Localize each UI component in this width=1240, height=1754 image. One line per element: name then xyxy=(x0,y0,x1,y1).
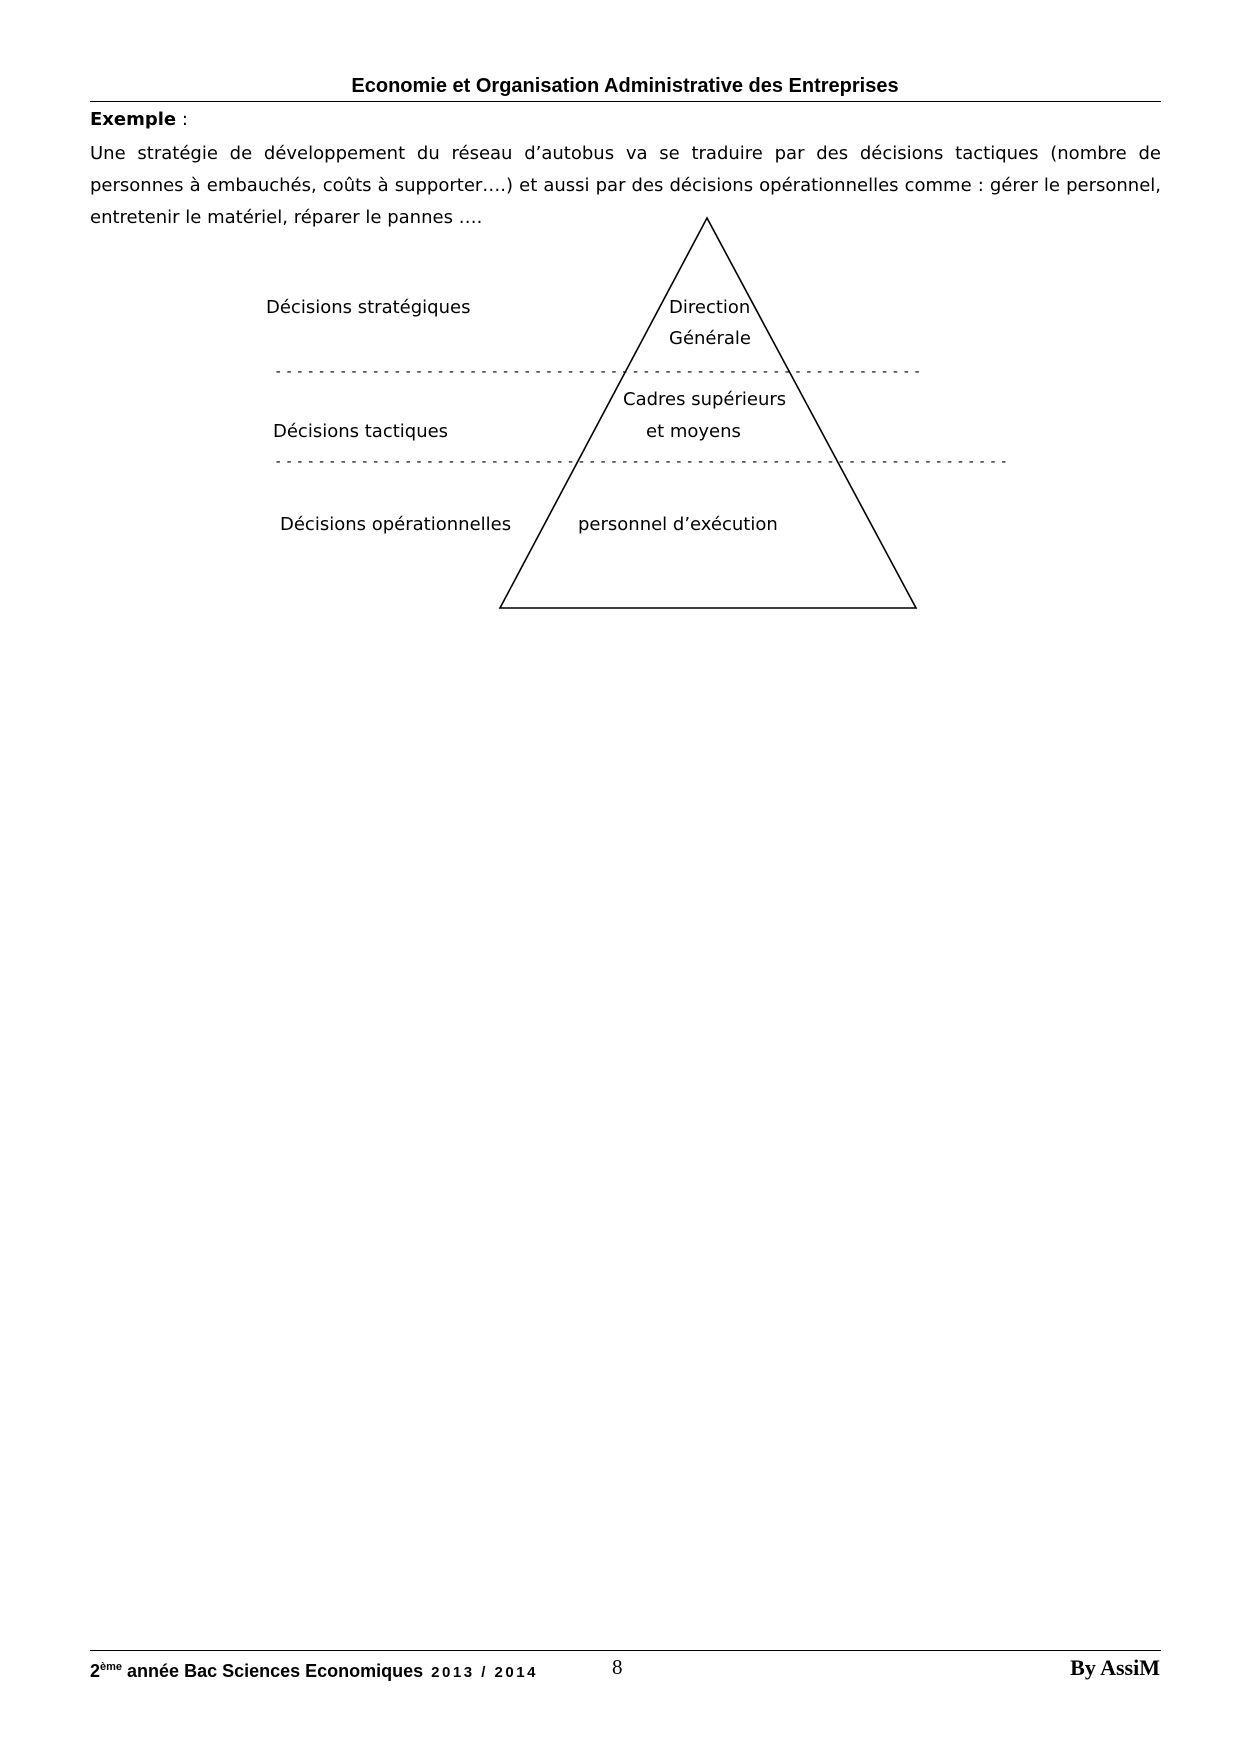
example-colon: : xyxy=(176,109,188,130)
footer-level-number: 2 xyxy=(90,1661,101,1681)
actor-label-bottom: personnel d’exécution xyxy=(578,514,778,535)
actor-label-middle-2: et moyens xyxy=(646,421,741,442)
footer-author: By AssiM xyxy=(1070,1655,1160,1680)
decision-label-strategic: Décisions stratégiques xyxy=(266,297,471,318)
decision-label-tactical: Décisions tactiques xyxy=(273,421,449,442)
example-label: Exemple xyxy=(90,109,177,130)
actor-label-top-1: Direction xyxy=(669,297,751,318)
decision-label-operational: Décisions opérationnelles xyxy=(280,514,512,535)
footer-course-level xyxy=(90,1655,538,1685)
divider-dashed-bottom: -------------------------------------------------------------------- xyxy=(274,454,1011,470)
footer-school-year: 2013 / 2014 xyxy=(431,1664,538,1681)
actor-label-top-2: Générale xyxy=(669,328,752,349)
footer-page-number: 8 xyxy=(612,1655,623,1679)
footer-level-sup: ème xyxy=(100,1661,123,1673)
pyramid-triangle xyxy=(500,218,916,608)
footer-level-text: année Bac Sciences Economiques xyxy=(122,1661,424,1681)
divider-dashed-top: ------------------------------------------------------------ xyxy=(274,364,924,380)
actor-label-middle-1: Cadres supérieurs xyxy=(623,389,787,410)
footer-rule xyxy=(90,1650,1161,1651)
page-header-title: Economie et Organisation Administrative des Entreprises xyxy=(351,75,899,97)
example-paragraph: Une stratégie de développement du réseau d’autobus va se traduire par des décisions tactiques (nombre de personnes à embauchés, coûts à supporter….) et aussi par des décisions opérationnelles comme : gérer le personnel, entretenir le matériel, réparer le pannes …. xyxy=(90,143,1161,228)
